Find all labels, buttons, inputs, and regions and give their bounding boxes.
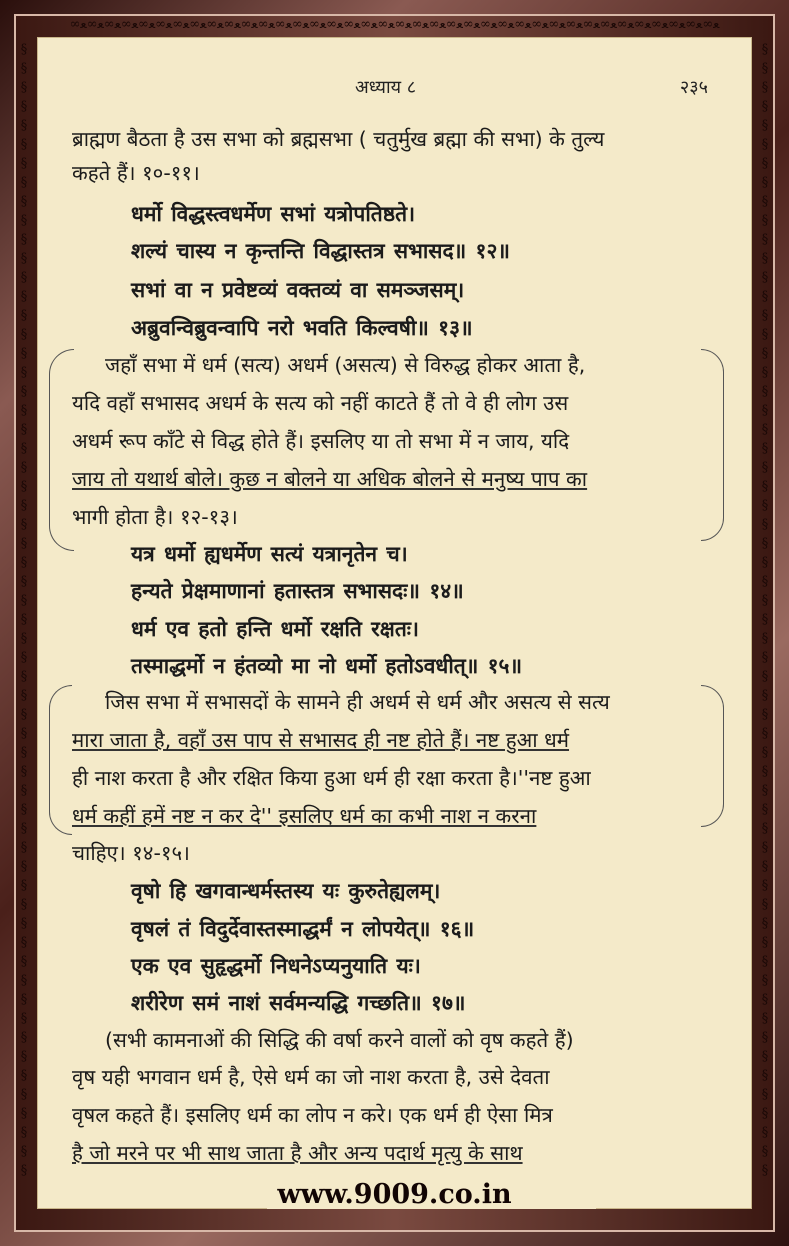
verse-line: धर्म एव हतो हन्ति धर्मो रक्षति रक्षतः। [131,617,419,641]
text-line: जिस सभा में सभासदों के सामने ही अधर्म से धर्म और असत्य से सत्य [105,690,610,714]
chapter-title: अध्याय ८ [355,77,417,98]
text-line: ही नाश करता है और रक्षित किया हुआ धर्म ही रक्षा करता है।''नष्ट हुआ [72,766,591,790]
verse-line: वृषलं तं विदुर्देवास्तस्माद्धर्मं न लोपयेत्॥ १६॥ [131,917,475,941]
right-ornament: § § § § § § § § § § § § § § § § § § § § § § § § § § § § § § § § § § § § § § § § § § § § § § § § § § § § § § § § § § § § [761,42,769,1178]
verse-line: अब्रुवन्विब्रुवन्वापि नरो भवति किल्वषी॥ १३॥ [131,316,473,340]
left-ornament: § § § § § § § § § § § § § § § § § § § § § § § § § § § § § § § § § § § § § § § § § § § § § § § § § § § § § § § § § § § § [20,42,28,1178]
text-line: धर्म कहीं हमें नष्ट न कर दे'' इसलिए धर्म का कभी नाश न करना [72,804,537,828]
text-line: जाय तो यथार्थ बोले। कुछ न बोलने या अधिक बोलने से मनुष्य पाप का [72,467,588,491]
pencil-bracket-left [49,349,74,551]
page-number: २३५ [679,77,708,98]
verse-line: एक एव सुहृद्धर्मो निधनेऽप्यनुयाति यः। [131,954,421,978]
verse-line: हन्यते प्रेक्षमाणानां हतास्तत्र सभासदः॥ १४॥ [131,579,464,603]
text-line: है जो मरने पर भी साथ जाता है और अन्य पदार्थ मृत्यु के साथ [72,1141,523,1165]
text-line: भागी होता है। १२-१३। [72,505,238,529]
verse-line: सभां वा न प्रवेष्टव्यं वक्तव्यं वा समञ्जसम्। [131,278,465,302]
text-line: वृष यही भगवान धर्म है, ऐसे धर्म का जो नाश करता है, उसे देवता [72,1065,550,1089]
pencil-bracket-right-2 [701,685,724,827]
page-header [37,75,752,101]
verse-line: शल्यं चास्य न कृन्तन्ति विद्धास्तत्र सभासद॥ १२॥ [131,239,510,263]
text-line: चाहिए। १४-१५। [72,841,190,865]
text-line: कहते हैं। १०-११। [72,161,200,185]
verse-line: शरीरेण समं नाशं सर्वमन्यद्धि गच्छति॥ १७॥ [131,991,466,1015]
text-line: (सभी कामनाओं की सिद्धि की वर्षा करने वालों को वृष कहते हैं) [105,1028,574,1052]
text-line: जहाँ सभा में धर्म (सत्य) अधर्म (असत्य) से विरुद्ध होकर आता है, [105,353,586,377]
verse-line: यत्र धर्मो ह्यधर्मेण सत्यं यत्रानृतेन च। [131,542,408,566]
text-line: यदि वहाँ सभासद अधर्म के सत्य को नहीं काटते हैं तो वे ही लोग उस [72,391,569,415]
text-line: अधर्म रूप काँटे से विद्ध होते हैं। इसलिए या तो सभा में न जाय, यदि [72,429,570,453]
verse-line: वृषो हि खगवान्धर्मस्तस्य यः कुरुतेह्यलम्। [131,879,441,903]
website-link[interactable]: www.9009.co.in [277,1179,512,1210]
text-line: मारा जाता है, वहाँ उस पाप से सभासद ही नष्ट होते हैं। नष्ट हुआ धर्म [72,728,570,752]
text-line: वृषल कहते हैं। इसलिए धर्म का लोप न करे। एक धर्म ही ऐसा मित्र [72,1103,553,1127]
text-line: ब्राह्मण बैठता है उस सभा को ब्रह्मसभा ( चतुर्मुख ब्रह्मा की सभा) के तुल्य [72,127,605,151]
book-page [37,37,752,1209]
verse-line: धर्मो विद्धस्त्वधर्मेण सभां यत्रोपतिष्ठते। [131,202,416,226]
verse-line: तस्माद्धर्मो न हंतव्यो मा नो धर्मो हतोऽवधीत्॥ १५॥ [131,654,523,678]
top-ornament: ∞ﻌ∞ﻌ∞ﻌ∞ﻌ∞ﻌ∞ﻌ∞ﻌ∞ﻌ∞ﻌ∞ﻌ∞ﻌ∞ﻌ∞ﻌ∞ﻌ∞ﻌ∞ﻌ∞ﻌ∞ﻌ∞ﻌ∞ﻌ∞ﻌ∞ﻌ∞ﻌ∞ﻌ∞ﻌ∞ﻌ∞ﻌ∞ﻌ∞ﻌ∞ﻌ∞ﻌ∞ﻌ∞ﻌ∞ﻌ∞ﻌ∞ﻌ∞ﻌ∞ﻌ [69,17,720,32]
pencil-bracket-right [701,349,724,541]
pencil-bracket-left-2 [49,685,72,835]
